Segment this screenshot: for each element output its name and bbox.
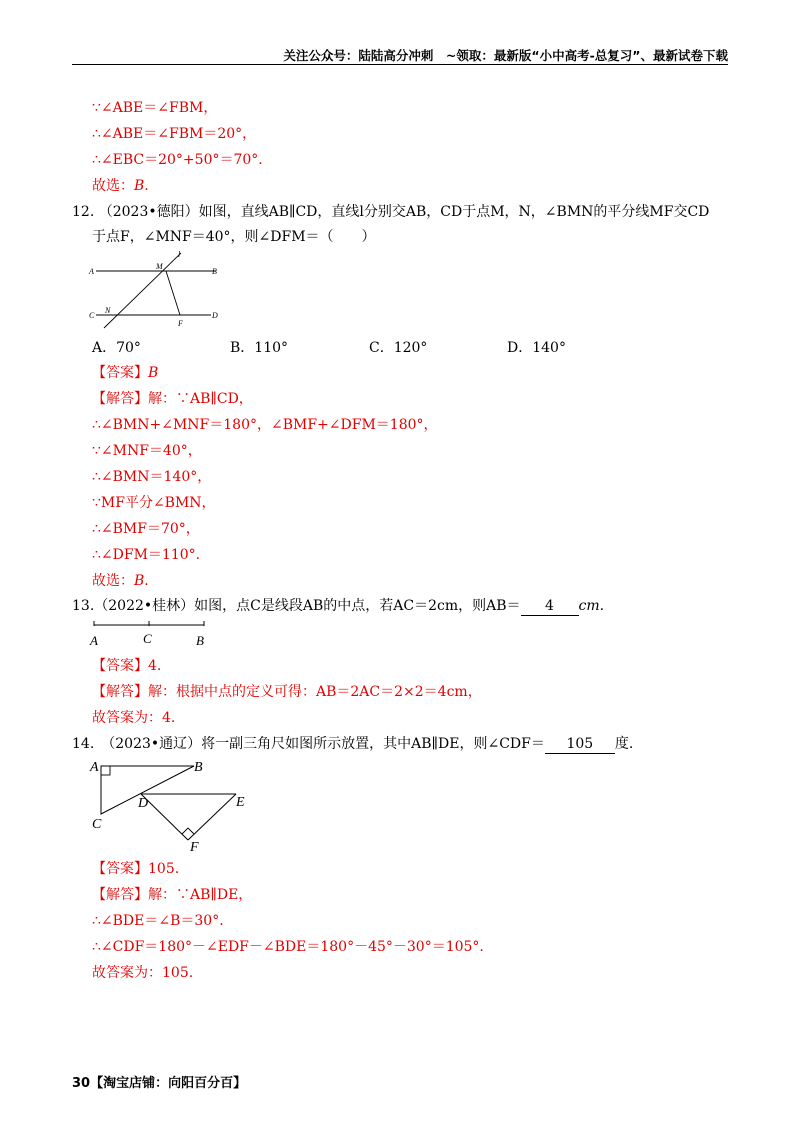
choose-end: . xyxy=(144,178,149,194)
q13-figure xyxy=(86,618,216,652)
q13-stem xyxy=(72,596,604,616)
label-f: F xyxy=(190,840,199,854)
answer-value: 105. xyxy=(148,861,180,877)
solution-text: ∵AB∥DE， xyxy=(176,887,253,903)
page-header: 关注公众号：陆陆高分冲刺 ~领取：最新版“小中高考-总复习”、最新试卷下载 xyxy=(283,48,728,63)
choose-value: B xyxy=(134,178,145,194)
q13-stem-text: 13.（2022•桂林）如图，点C是线段AB的中点，若AC＝2cm，则AB＝ xyxy=(72,598,521,614)
answer-tag: 【答案】 xyxy=(92,365,148,381)
q12-choose-line xyxy=(92,571,149,591)
solution-tag: 【解答】解： xyxy=(92,684,176,700)
q13-stem-end: cm. xyxy=(578,598,605,614)
q12-solution-line-5: ∵MF平分∠BMN， xyxy=(92,495,216,511)
label-f: F xyxy=(178,319,183,328)
header-divider xyxy=(72,64,728,65)
solution-text: 根据中点的定义可得：AB＝2AC＝2×2＝4cm， xyxy=(176,684,482,700)
q12-option-d: D．140° xyxy=(507,340,566,356)
q12-option-a: A．70° xyxy=(92,340,141,356)
page-number: 30 xyxy=(72,1076,91,1091)
q14-answer-line xyxy=(92,859,179,879)
q12-number: 12. xyxy=(72,204,95,220)
q12-stem-text-1: （2023•德阳）如图，直线AB∥CD，直线l分别交AB，CD于点M，N，∠BMN的平分线MF交CD xyxy=(98,204,710,220)
q14-solution-line-3: ∴∠CDF＝180°－∠EDF－∠BDE＝180°－45°－30°＝105°. xyxy=(92,939,484,955)
prev-solution-line-2: ∴∠ABE＝∠FBM＝20°， xyxy=(92,126,257,142)
prev-solution-line-1: ∵∠ABE＝∠FBM， xyxy=(92,100,218,116)
q12-stem-line-2: 于点F，∠MNF＝40°，则∠DFM＝（ ） xyxy=(92,229,376,245)
label-a: A xyxy=(90,633,98,648)
choose-label: 故选： xyxy=(92,573,134,589)
q12-answer-line xyxy=(92,363,158,383)
solution-tag: 【解答】解： xyxy=(92,391,176,407)
q13-answer-line xyxy=(92,656,161,676)
segment-ef xyxy=(188,794,236,840)
q12-stem-line-1 xyxy=(72,202,709,222)
label-b: B xyxy=(212,267,217,276)
q14-figure xyxy=(86,754,266,854)
q14-stem-text: 14. （2023•通辽）将一副三角尺如图所示放置，其中AB∥DE，则∠CDF＝ xyxy=(72,736,545,752)
choose-label: 故选： xyxy=(92,178,134,194)
choose-end: . xyxy=(144,573,149,589)
q12-solution-line-3: ∵∠MNF＝40°， xyxy=(92,443,202,459)
q12-figure xyxy=(86,250,236,330)
answer-value: B xyxy=(148,365,159,381)
prev-choose-line xyxy=(92,176,149,196)
q13-answer-blank: 4 xyxy=(521,597,579,616)
q14-stem xyxy=(72,734,633,754)
q14-stem-end: 度. xyxy=(614,736,634,752)
answer-tag: 【答案】 xyxy=(92,861,148,877)
answer-tag: 【答案】 xyxy=(92,658,148,674)
segment-mf xyxy=(166,271,180,315)
label-d: D xyxy=(138,796,149,811)
label-c: C xyxy=(89,311,95,320)
label-d: D xyxy=(212,311,218,320)
q12-solution-line-2: ∴∠BMN+∠MNF＝180°，∠BMF+∠DFM＝180°， xyxy=(92,417,438,433)
q12-solution-line-1 xyxy=(92,389,253,409)
label-n: N xyxy=(105,306,111,315)
label-c: C xyxy=(92,817,102,832)
page-footer xyxy=(72,1072,246,1091)
right-angle-mark-a xyxy=(101,766,110,775)
label-m: M xyxy=(156,262,163,271)
q14-answer-blank: 105 xyxy=(545,735,615,754)
solution-text: ∵AB∥CD， xyxy=(176,391,253,407)
label-e: E xyxy=(236,795,245,810)
q12-option-b: B．110° xyxy=(230,340,289,356)
q14-solution-line-2: ∴∠BDE＝∠B＝30°. xyxy=(92,913,224,929)
right-angle-mark-f xyxy=(182,828,194,834)
q12-solution-line-7: ∴∠DFM＝110°. xyxy=(92,547,201,563)
label-a: A xyxy=(90,760,99,775)
solution-tag: 【解答】解： xyxy=(92,887,176,903)
choose-value: B xyxy=(134,573,145,589)
label-l: l xyxy=(178,250,181,259)
label-b: B xyxy=(196,633,204,648)
q12-solution-line-6: ∴∠BMF＝70°， xyxy=(92,521,200,537)
q13-final-answer: 故答案为：4. xyxy=(92,710,176,726)
q14-final-answer: 故答案为：105. xyxy=(92,965,194,981)
label-c: C xyxy=(143,631,152,646)
q14-solution-line-1 xyxy=(92,885,252,905)
q13-solution-line xyxy=(92,682,482,702)
footer-shop: 【淘宝店铺：向阳百分百】 xyxy=(90,1076,247,1091)
prev-solution-line-3: ∴∠EBC＝20°+50°＝70°. xyxy=(92,152,263,168)
q12-option-c: C．120° xyxy=(369,340,428,356)
label-b: B xyxy=(194,760,203,775)
answer-value: 4. xyxy=(148,658,162,674)
q12-solution-line-4: ∴∠BMN＝140°， xyxy=(92,469,212,485)
line-l xyxy=(104,253,181,328)
label-a: A xyxy=(89,267,94,276)
